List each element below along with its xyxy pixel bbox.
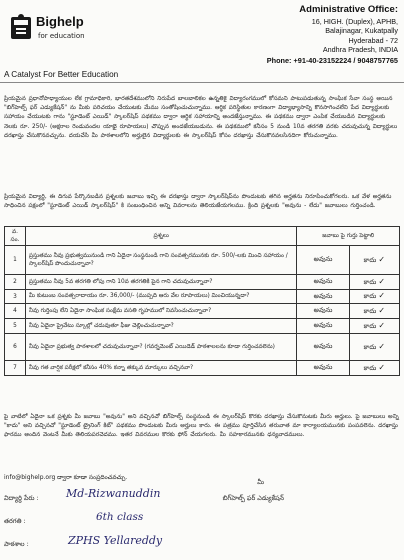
address-line: Balajinagar, Kukatpally: [325, 26, 398, 36]
table-row: 2 ప్రస్తుతము నీవు 5వ తరగతి లోపు గాని 10వ తరగతికి పైన గాని చదువుచున్నావా? అవును కాదు ✓: [5, 275, 400, 290]
yes-option[interactable]: అవును: [297, 246, 349, 275]
yes-option[interactable]: అవును: [297, 319, 349, 334]
table-row: 6 నీవు ఏదైనా ప్రభుత్వ పాఠశాలలో చదువుచున్నావా? (గవర్నమెంట్ ఎయిడెడ్ పాఠశాలలను కూడా గుర్తించవలెను) అవును కాదు ✓: [5, 334, 400, 361]
bighelp-logo: [6, 6, 116, 52]
no-option-ticked[interactable]: కాదు ✓: [349, 275, 399, 290]
intro-paragraph: ప్రియమైన ప్రధానోపాధ్యాయుల లేక గ్రామాధికారి, భారతదేశములోని నిరుపేద బాలబాలికల ఉన్నతికై విద్యారంగములో కోసమని పాటుపడుతున్న సాంఘిక సేవా సంస్థ అయిన "బిగ్‌హెల్ప్ ఫర్ ఎడ్యుకేషన్" ను మీకు పరిచయం చేయుటకు మేము సంతోషించుచున్నాము. ఆర్థిక పరిస్థితుల కారణంగా విద్యాభ్యాసాన్ని కొనసాగించలేని పేద విద్యార్థులకు సహాయం చేయుటకు గాను "స్టూడెంట్ ఎయిడ్" స్కాలర్‌షిప్ పథకము ద్వారా ఆర్థిక సహాయాన్ని అందజేస్తున్నాము. ఈ పథకము ద్వారా ఎంపిక చేయబడిన విద్యార్థులకు నెలకు రూ. 250/- (అక్షరాల రెండువందల యాభై రూపాయలు) చొప్పున అందజేయబడును. ఈ పథకములో కనీసం 5 నుండి 10వ తరగతి వరకు చదువుచున్న విద్యార్థులు దరఖాస్తు చేసుకొనవచ్చును. దయచేసి మీ పాఠశాలలోని అర్హులైన విద్యార్థులకు ఈ స్కాలర్‌షిప్ కోసం దరఖాస్తు చేసుకొనవలసినదిగా కోరుచున్నాము.: [4, 96, 398, 139]
yes-option[interactable]: అవును: [297, 304, 349, 319]
table-row: 4 నీవు గుర్తింపు లేని ఏదైనా సాంఘిక సంక్షేమ వసతి గృహములో నివసించుచున్నావా? అవును కాదు ✓: [5, 304, 400, 319]
eligibility-table: [4, 226, 400, 376]
col-answer-header: జవాబు పై గుర్తు పెట్టాలి: [297, 227, 400, 246]
school-label: పాఠశాల :: [4, 540, 29, 548]
office-address-block: [228, 4, 398, 65]
col-number-header: వ. సం.: [5, 227, 26, 246]
office-title: Administrative Office:: [299, 4, 398, 15]
table-row: 5 నీవు ఏదైనా ప్రైవేటు స్కూల్లో చదువుతూ ఫీజు చెల్లించుచున్నావా? అవును కాదు ✓: [5, 319, 400, 334]
yes-option[interactable]: అవును: [297, 290, 349, 304]
no-option-ticked[interactable]: కాదు ✓: [349, 290, 399, 304]
header-divider: [0, 82, 404, 83]
class-field[interactable]: 6th class: [96, 511, 144, 523]
tagline: A Catalyst For Better Education: [4, 70, 119, 79]
no-option-ticked[interactable]: కాదు ✓: [349, 246, 399, 275]
office-phone: Phone: +91-40-23152224 / 9048757765: [266, 56, 398, 66]
col-question-header: ప్రశ్నలు: [25, 227, 297, 246]
table-header-row: [5, 227, 400, 246]
student-name-field[interactable]: Md-Rizwanuddin: [66, 487, 161, 500]
sign-off-org: బిగ్‌హెల్ప్ ఫర్ ఎడ్యుకేషన్: [222, 494, 284, 502]
student-name-label: విద్యార్థి పేరు :: [4, 494, 39, 502]
no-option-ticked[interactable]: కాదు ✓: [349, 334, 399, 361]
address-line: Andhra Pradesh, INDIA: [322, 44, 398, 54]
brand-subtitle: for education: [38, 32, 85, 40]
table-row: 3 మీ కుటుంబ సంవత్సరాదాయం రూ. 36,000/- (ముప్పది ఆరు వేల రూపాయలు) మించియున్నదా? అవును కాదు ✓: [5, 290, 400, 304]
address-line: Hyderabad - 72: [348, 35, 398, 45]
yes-option[interactable]: అవును: [297, 361, 349, 376]
yes-option[interactable]: అవును: [297, 334, 349, 361]
no-option-ticked[interactable]: కాదు ✓: [349, 319, 399, 334]
no-option-ticked[interactable]: కాదు ✓: [349, 304, 399, 319]
table-row: 1 ప్రస్తుతము నీవు ప్రభుత్వమునుండి గాని ఏదైనా సంస్థనుండి గాని సంవత్సరమునకు రూ. 500/-లకు మించి సహాయం / స్కాలర్‌షిప్ పొందుచున్నావా? అవును కాదు ✓: [5, 246, 400, 275]
class-label: తరగతి :: [4, 517, 26, 525]
eligibility-note: పై వాటిలో ఏదైనా ఒక ప్రశ్నకు మీ జవాబు "అవును" అని వచ్చినచో బిగ్‌హెల్ప్ సంస్థనుండి ఈ స్కాలర్‌షిప్ కొరకు దరఖాస్తు చేసుకొనుటకు మీరు అర్హులు. పై జవాబులు అన్ని "కాదు" అని వచ్చినచో "స్టూడెంట్ ట్రైనింగ్ కిట్" పథకము పొందుటకు మీరు అర్హులు కారు. ఈ పత్రము పూర్తిచేసిన తరువాత మా కార్యాలయమునకు పంపవలెను. దరఖాస్తు ఫారము అందిన వెంటనే మీకు తెలియపరచెదము. ఇతర వివరముల కొరకు ఫోన్ చేయగలరు. మీ సహకారమునకు ధన్యవాదములు.: [4, 414, 399, 439]
school-field[interactable]: ZPHS Yellareddy: [68, 534, 163, 547]
brand-name: Bighelp: [36, 14, 84, 29]
student-instructions: ప్రియమైన విద్యార్థి, ఈ దిగువ పేర్కొనబడిన ప్రశ్నలకు జవాబు ఇచ్చి ఈ దరఖాస్తు ద్వారా స్కాలర్‌షిప్‌ను పొందుటకు తగిన అర్హతను నిరూపించుకోగలరు. ఒక వేళ అర్హతను సాధించిన పక్షంలో "స్టూడెంట్ ఎయిడ్ స్కాలర్‌షిప్" కి సంబంధించిన అన్ని వివరాలను తెలియజేయగలము. క్రింది ప్రశ్నలకు "అవును - లేదు" జవాబులు గుర్తించండి.: [4, 194, 392, 210]
table-row: 7 నీవు గత వార్షిక పరీక్షలో కనీసం 40% కన్నా తక్కువ మార్కులు వచ్చినవా? అవును కాదు ✓: [5, 361, 400, 376]
contact-email-line: info@bighelp.org ద్వారా కూడా సంప్రదించవచ్చు.: [4, 474, 128, 481]
sign-off-line: మీ: [257, 478, 264, 486]
yes-option[interactable]: అవును: [297, 275, 349, 290]
book-logo-icon: [10, 14, 32, 40]
address-line: 16, HIGH. (Duplex), APHB,: [311, 17, 398, 26]
no-option-ticked[interactable]: కాదు ✓: [349, 361, 399, 376]
